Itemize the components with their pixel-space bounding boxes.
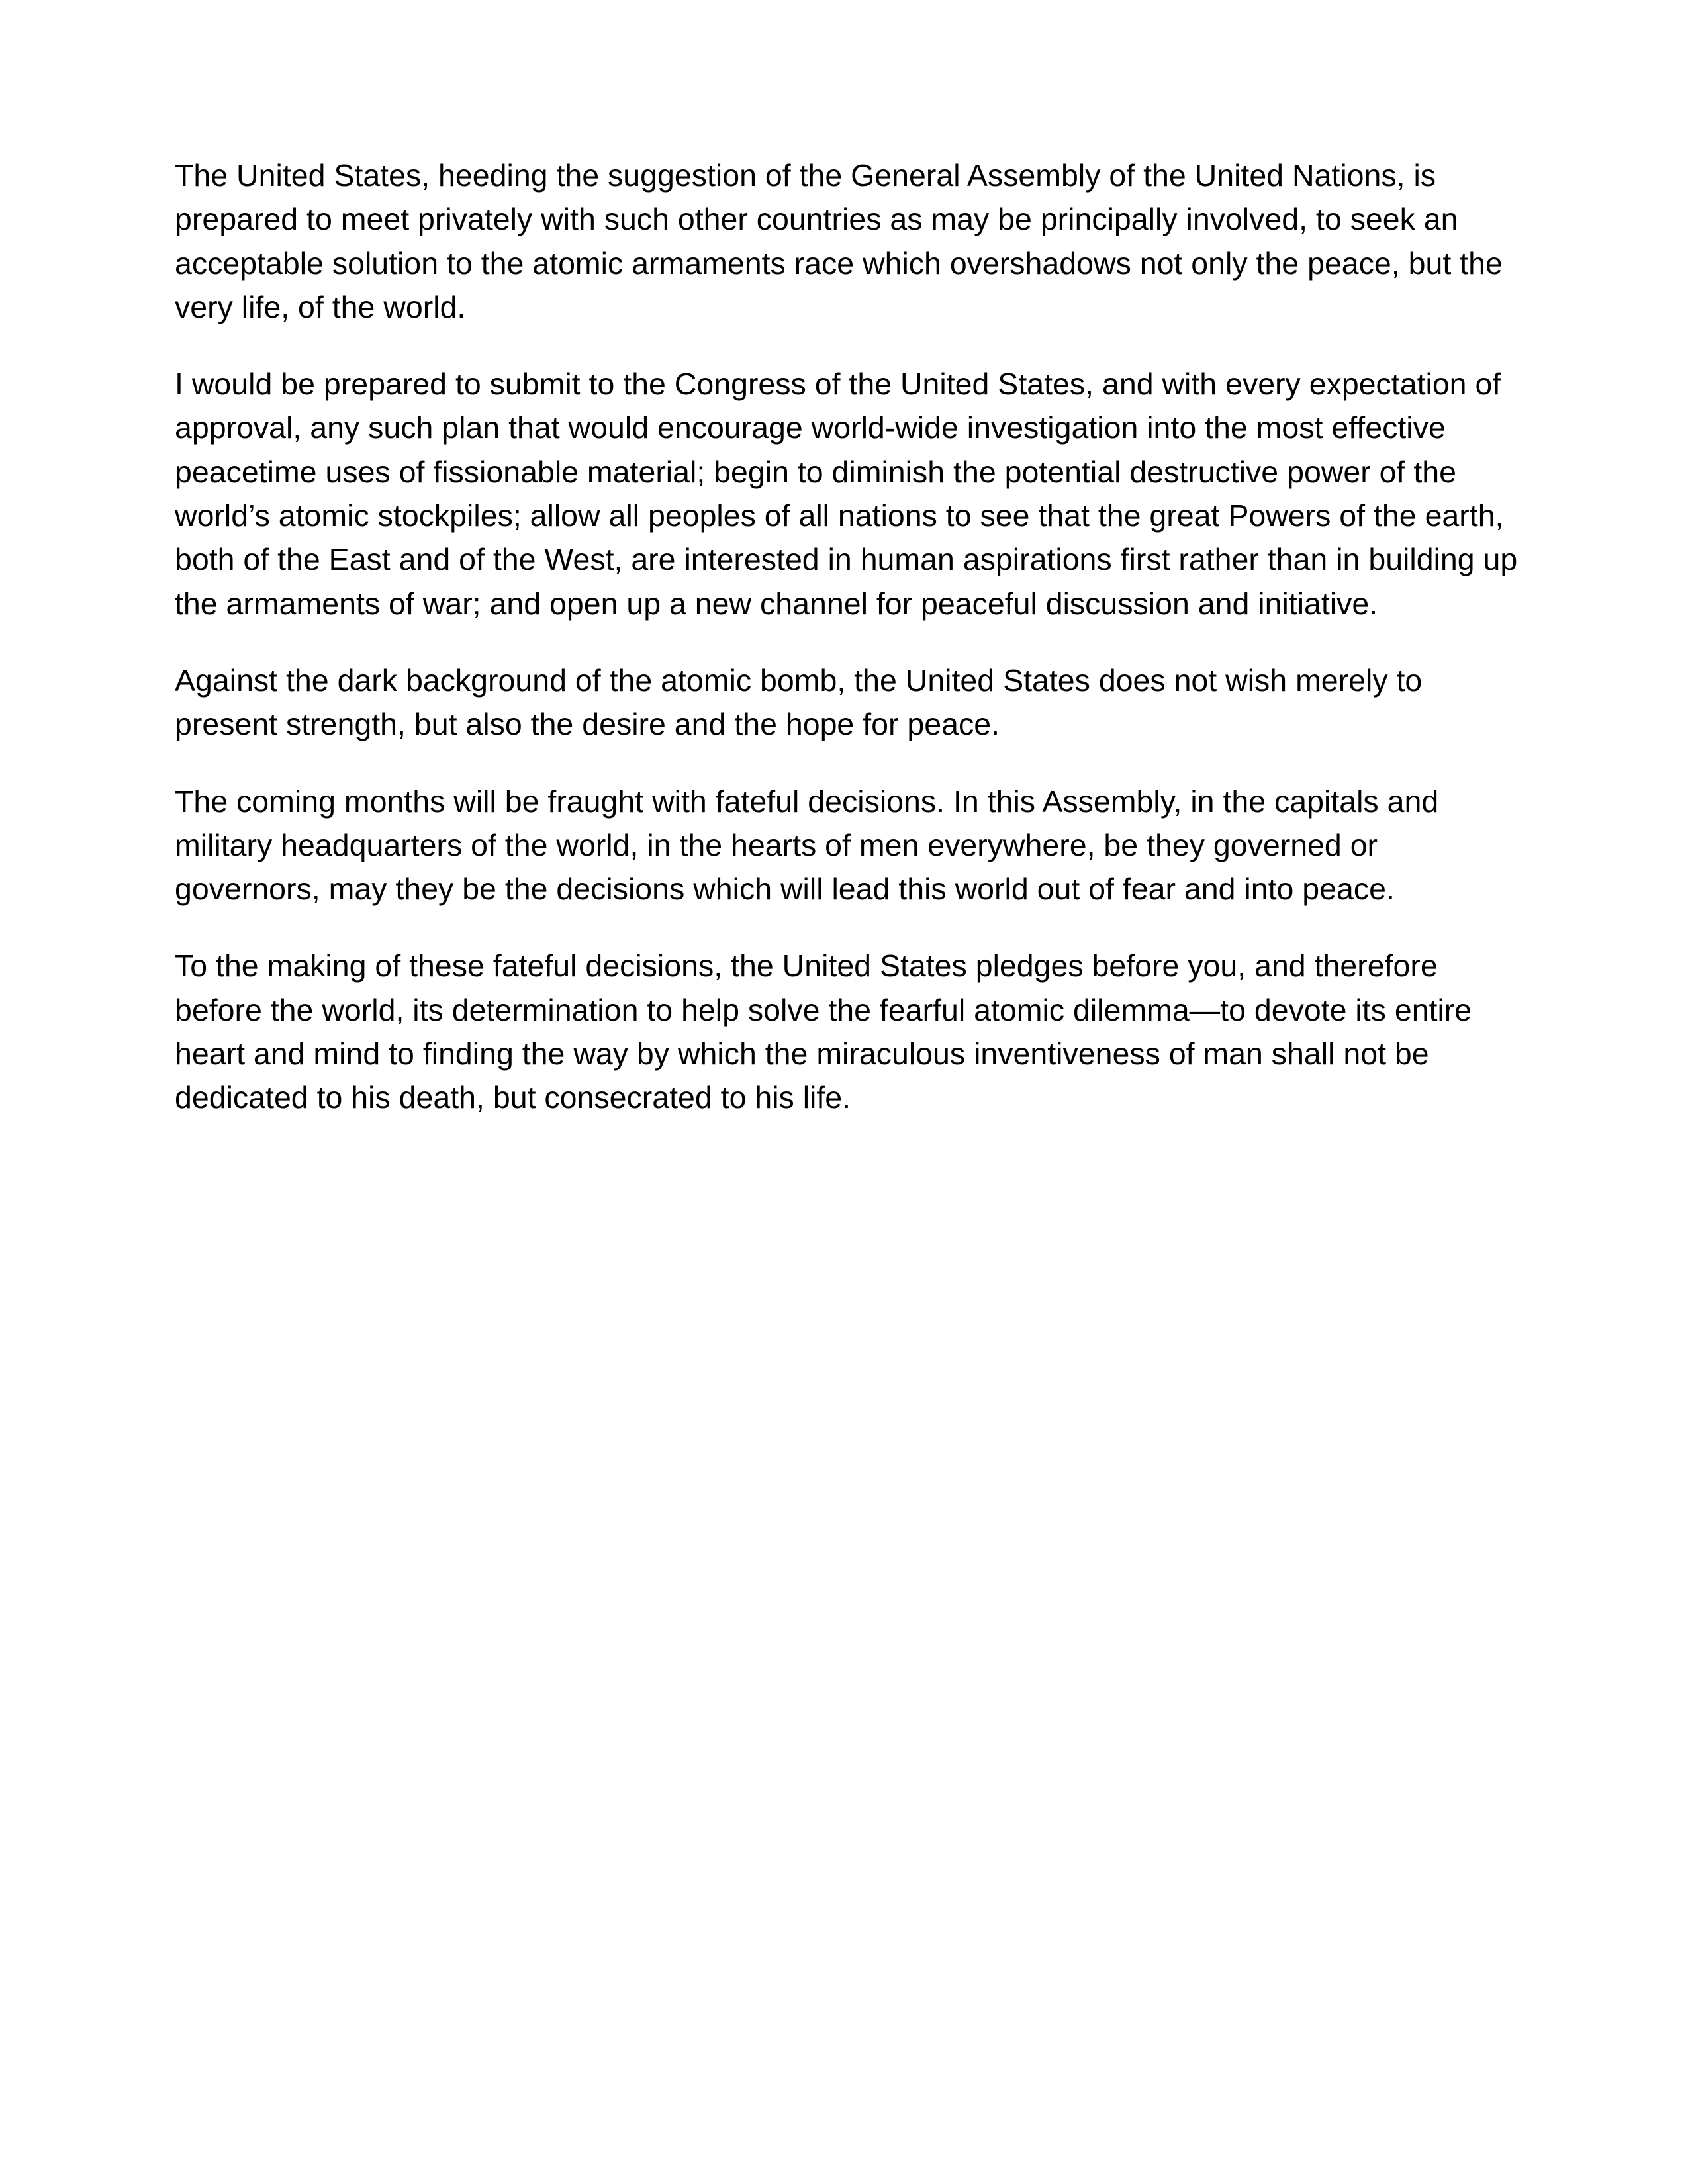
document-body xyxy=(175,154,1519,1153)
paragraph-3: Against the dark background of the atomic bomb, the United States does not wish merely to present strength, but also the desire and the hope for peace. xyxy=(175,662,1423,742)
paragraph-1: The United States, heeding the suggestion of the General Assembly of the United Nations, is prepared to meet privately with such other countries as may be principally involved, to seek an acceptable solution to the atomic armaments race which overshadows not only the peace, but the very life, of the world. xyxy=(175,158,1503,324)
paragraph-2: I would be prepared to submit to the Congress of the United States, and with every expectation of approval, any such plan that would encourage world-wide investigation into the most effective peacetime uses of fissionable material; begin to diminish the potential destructive power of the world’s atomic stockpiles; allow all peoples of all nations to see that the great Powers of the earth, both of the East and of the West, are interested in human aspirations first rather than in building up the armaments of war; and open up a new channel for peaceful discussion and initiative. xyxy=(175,367,1518,621)
paragraph-5: To the making of these fateful decisions, the United States pledges before you, and therefore before the world, its determination to help solve the fearful atomic dilemma—to devote its entire heart and mind to finding the way by which the miraculous inventiveness of man shall not be dedicated to his death, but consecrated to his life. xyxy=(175,948,1472,1115)
paragraph-4: The coming months will be fraught with fateful decisions. In this Assembly, in the capitals and military headquarters of the world, in the hearts of men everywhere, be they governed or governors, may they be the decisions which will lead this world out of fear and into peace. xyxy=(175,784,1439,907)
